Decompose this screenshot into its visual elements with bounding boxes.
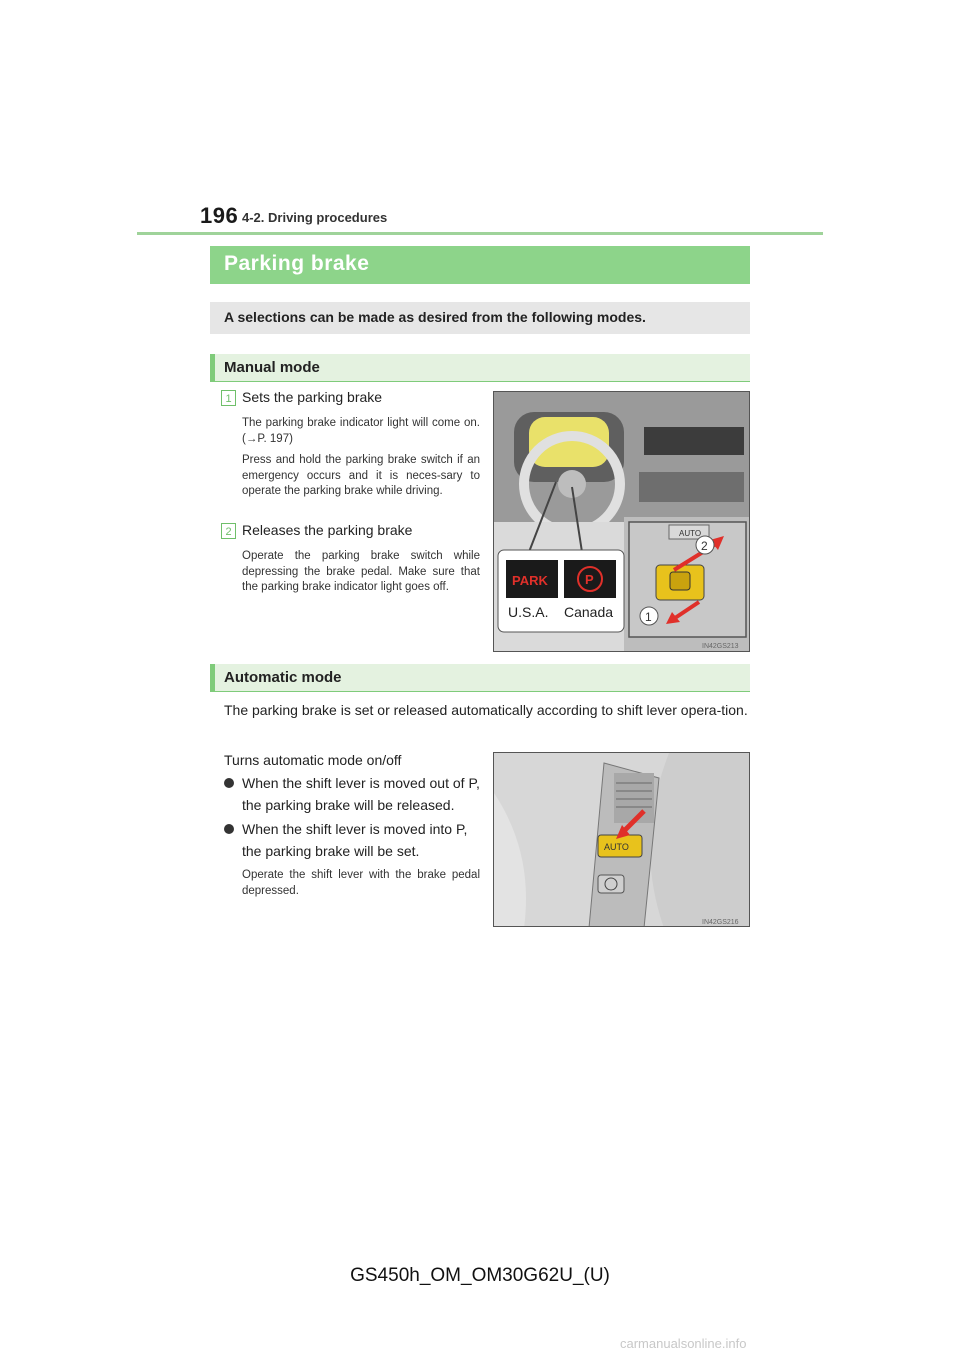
bullet-item — [224, 772, 480, 816]
intro-bar — [210, 302, 750, 334]
canada-label: Canada — [564, 604, 614, 620]
page-number: 196 — [200, 203, 239, 228]
automatic-mode-toggle-text: Turns automatic mode on/off — [224, 752, 402, 768]
bullet-2-text: When the shift lever is moved into P, the parking brake will be set. — [242, 821, 468, 859]
step-1-label: Sets the parking brake — [242, 389, 383, 405]
bullet-item — [224, 818, 480, 862]
manual-mode-heading — [210, 354, 750, 382]
watermark: carmanualsonline.info — [620, 1336, 747, 1351]
callout-1: 1 — [645, 610, 652, 624]
automatic-mode-note: Operate the shift lever with the brake pedal depressed. — [242, 869, 480, 897]
step-2-marker: 2 — [221, 523, 236, 539]
callout-2: 2 — [701, 539, 708, 553]
automatic-mode-heading-text: Automatic mode — [224, 669, 342, 686]
section-title: 4-2. Driving procedures — [242, 210, 388, 225]
document-footer: GS450h_OM_OM30G62U_(U) — [350, 1265, 610, 1286]
title-bar — [210, 246, 750, 284]
auto-label: AUTO — [679, 529, 702, 538]
auto-switch-label: AUTO — [604, 842, 629, 852]
bullet-icon — [224, 824, 234, 834]
usa-label: U.S.A. — [508, 604, 549, 620]
dashboard-illustration — [494, 392, 750, 652]
p-indicator: P — [585, 572, 594, 587]
step-2-note: Operate the parking brake switch while depressing the brake pedal. Make sure that the parking brake indicator light goes off. — [242, 550, 480, 593]
parking-brake-figure — [493, 391, 750, 652]
automatic-mode-description: The parking brake is set or released automatically according to shift lever opera-tion. — [224, 702, 748, 718]
figure-code: IN42GS213 — [702, 643, 739, 650]
bullet-icon — [224, 778, 234, 788]
auto-switch-illustration — [494, 753, 750, 927]
auto-switch-figure — [493, 752, 750, 927]
intro-text: A selections can be made as desired from the following modes. — [224, 309, 646, 325]
step-1-note-2: Press and hold the parking brake switch if an emergency occurs and it is neces-sary to operate the parking brake while driving. — [242, 454, 480, 497]
page-title: Parking brake — [224, 252, 370, 275]
header-divider — [137, 232, 823, 235]
manual-mode-heading-text: Manual mode — [224, 359, 320, 376]
bullet-1-text: When the shift lever is moved out of P, the parking brake will be released. — [242, 775, 480, 813]
automatic-mode-heading — [210, 664, 750, 692]
step-1-marker: 1 — [221, 390, 236, 406]
park-indicator: PARK — [512, 573, 548, 588]
figure-code: IN42GS216 — [702, 919, 739, 926]
step-2-label: Releases the parking brake — [242, 522, 413, 538]
step-1-note-1: The parking brake indicator light will come on. (→P. 197) — [242, 417, 480, 445]
